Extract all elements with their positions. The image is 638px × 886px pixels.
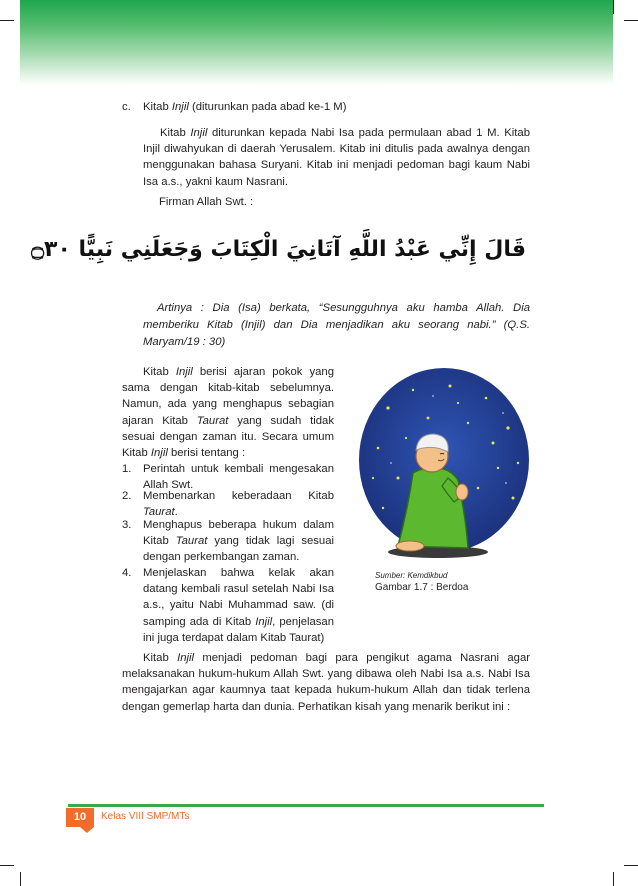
footer-book-label: Kelas VIII SMP/MTs	[101, 811, 190, 822]
section-paragraph: Kitab Injil diturunkan kepada Nabi Isa pada permulaan abad 1 M. Kitab Injil diwahyukan di daerah Yerusalem. Kitab ini ditulis pada awalnya dengan menggunakan bahasa Suryani. Kitab ini menjadi pedoman bagi kaum Nabi Isa a.s., yakni kaum Nasrani.	[143, 127, 531, 188]
section-title: Kitab Injil (diturunkan pada abad ke-1 M)	[143, 101, 347, 113]
crop-mark	[613, 872, 614, 886]
page-number: 10	[66, 808, 94, 827]
footer-rule	[68, 804, 544, 807]
closing-paragraph: Kitab Injil menjadi pedoman bagi para pengikut agama Nasrani agar melaksanakan hukum-hukum Allah Swt. yang dibawa oleh Nabi Isa a.s. Nabi Isa mengajarkan agar kaumnya taat kepada hukum-hukum Allah dan tidak terlena dengan gemerlap harta dan dunia. Perhatikan kisah yang menarik berikut ini :	[122, 652, 530, 713]
list-item: 1. Perintah untuk kembali mengesakan Allah Swt.	[122, 463, 334, 492]
verse-translation: Artinya : Dia (Isa) berkata, “Sesungguhnya aku hamba Allah. Dia memberiku Kitab (Injil) dan Dia menjadikan aku seorang nabi.” (Q.S. Maryam/19 : 30)	[143, 302, 530, 348]
crop-mark	[613, 0, 614, 14]
crop-mark	[0, 865, 14, 866]
crop-mark	[0, 20, 14, 21]
figure-source: Sumber: Kemdikbud	[375, 571, 448, 580]
crop-mark	[624, 20, 638, 21]
body-intro: Kitab Injil berisi ajaran pokok yang sama dengan kitab-kitab sebelumnya. Namun, ada yang menghapus sebagian ajaran Kitab Taurat yang sudah tidak sesuai dengan zaman itu. Secara umum Kitab Injil berisi tentang :	[122, 366, 334, 460]
crop-mark	[20, 872, 21, 886]
page-badge-tail	[80, 827, 94, 833]
figure-caption: Gambar 1.7 : Berdoa	[375, 582, 469, 593]
praying-boy-illustration	[358, 368, 530, 560]
list-item: 2. Membenarkan keberadaan Kitab Taurat.	[122, 490, 334, 519]
arabic-verse: قَالَ إِنِّي عَبْدُ اللَّهِ آتَانِيَ الْكِتَابَ وَجَعَلَنِي نَبِيًّا ۝٣٠	[31, 237, 526, 262]
header-band	[20, 0, 613, 85]
crop-mark	[624, 865, 638, 866]
list-item: 3. Menghapus beberapa hukum dalam Kitab Taurat yang tidak lagi sesuai dengan perkembangan zaman.	[122, 519, 335, 564]
list-item: 4. Menjelaskan bahwa kelak akan datang kembali rasul setelah Nabi Isa a.s., yaitu Nabi Muhammad saw. (di samping ada di Kitab Injil, penjelasan ini juga terdapat dalam Kitab Taurat)	[122, 567, 334, 644]
section-marker: c.	[122, 101, 131, 113]
firman-label: Firman Allah Swt. :	[159, 196, 254, 208]
